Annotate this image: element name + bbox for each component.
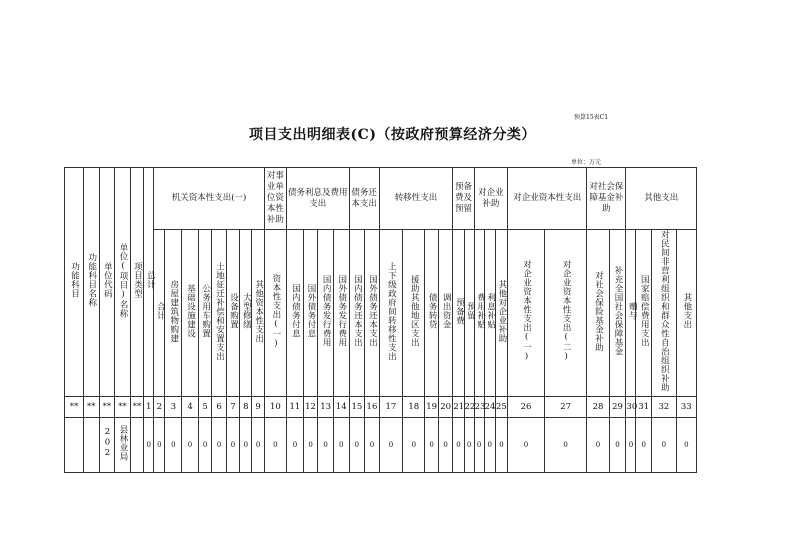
value-cell: 0 <box>636 418 652 473</box>
header-group-transfer: 转移性支出 <box>379 168 453 230</box>
header-col: 公务用车购置 <box>198 230 211 397</box>
index-cell: 26 <box>508 397 545 418</box>
header-col: 设备购置 <box>226 230 239 397</box>
header-group-capital-1: 机关资本性支出(一) <box>154 168 264 230</box>
budget-table <box>64 167 697 473</box>
value-cell: 0 <box>182 418 199 473</box>
header-unit-code: 单位代码 <box>99 168 115 397</box>
value-cell: 0 <box>154 418 165 473</box>
header-group-enterprise-subsidy: 对企业补助 <box>474 168 508 230</box>
header-col: 国内债务发行费用 <box>318 230 334 397</box>
header-col: 其他资本性支出 <box>252 230 264 397</box>
index-cell: 16 <box>365 397 380 418</box>
value-cell: 0 <box>495 418 507 473</box>
index-cell: ** <box>83 397 99 418</box>
index-cell: 24 <box>484 397 495 418</box>
index-cell: ** <box>99 397 115 418</box>
value-cell: 0 <box>226 418 239 473</box>
value-cell: 0 <box>240 418 252 473</box>
value-cell: 0 <box>212 418 227 473</box>
value-cell: 0 <box>676 418 696 473</box>
value-cell: 0 <box>652 418 677 473</box>
cell-project-type <box>130 418 143 473</box>
index-cell: 8 <box>240 397 252 418</box>
value-cell: 0 <box>484 418 495 473</box>
index-cell: ** <box>115 397 131 418</box>
unit-label: 单位：万元 <box>571 159 602 166</box>
index-cell: 9 <box>252 397 264 418</box>
header-group-enterprise-capital: 对企业资本性支出 <box>508 168 587 230</box>
index-cell: ** <box>65 397 84 418</box>
index-cell: 4 <box>182 397 199 418</box>
header-group-debt-interest: 债务利息及费用支出 <box>287 168 350 230</box>
value-cell: 0 <box>403 418 425 473</box>
value-cell: 0 <box>252 418 264 473</box>
index-cell: 11 <box>287 397 304 418</box>
header-col: 基础设施建设 <box>182 230 199 397</box>
value-cell: 0 <box>318 418 334 473</box>
header-col: 国外债务发行费用 <box>333 230 349 397</box>
header-group-other: 其他支出 <box>626 168 697 230</box>
header-col: 调出资金 <box>438 230 453 397</box>
header-col: 土地征迁补偿和安置支出 <box>212 230 227 397</box>
value-cell: 0 <box>438 418 453 473</box>
header-col: 房屋建筑物购建 <box>165 230 182 397</box>
header-col: 大型修缮 <box>240 230 252 397</box>
index-cell: 7 <box>226 397 239 418</box>
header-col: 其他对企业补助 <box>495 230 507 397</box>
value-cell: 0 <box>609 418 626 473</box>
header-group-institution-capital: 对事业单位资本性补助 <box>264 168 286 230</box>
header-col: 预备费 <box>453 230 464 397</box>
value-cell: 0 <box>303 418 318 473</box>
header-col: 资本性支出(一) <box>264 230 286 397</box>
value-cell: 0 <box>425 418 438 473</box>
value-cell: 0 <box>587 418 609 473</box>
index-cell: 31 <box>636 397 652 418</box>
header-col: 国家赔偿费用支出 <box>636 230 652 397</box>
index-cell: 18 <box>403 397 425 418</box>
value-cell: 0 <box>464 418 474 473</box>
value-cell: 0 <box>144 418 154 473</box>
table-row <box>65 418 697 473</box>
value-cell: 0 <box>264 418 286 473</box>
index-cell: 25 <box>495 397 507 418</box>
header-func-subject-name: 功能科目名称 <box>83 168 99 397</box>
header-col: 预留 <box>464 230 474 397</box>
header-col: 援助其他地区支出 <box>403 230 425 397</box>
form-code: 预算15表C1 <box>574 114 609 121</box>
index-cell: 10 <box>264 397 286 418</box>
header-col: 国内债务还本支出 <box>349 230 365 397</box>
header-col: 国内债务付息 <box>287 230 304 397</box>
header-col: 费用补贴 <box>474 230 484 397</box>
value-cell: 0 <box>198 418 211 473</box>
header-col: 利息补贴 <box>484 230 495 397</box>
cell-func-subject <box>65 418 84 473</box>
index-cell: 13 <box>318 397 334 418</box>
index-cell: 22 <box>464 397 474 418</box>
index-cell: 19 <box>425 397 438 418</box>
header-group-social-security: 对社会保障基金补助 <box>587 168 626 230</box>
index-cell: 17 <box>379 397 402 418</box>
header-col-heji: 合计 <box>154 230 165 397</box>
header-col: 补充全国社会保障基金 <box>609 230 626 397</box>
header-group-reserve: 预备费及预留 <box>453 168 474 230</box>
value-cell: 0 <box>626 418 636 473</box>
index-cell: 27 <box>544 397 586 418</box>
index-cell: 33 <box>676 397 696 418</box>
header-total: 总计 <box>144 168 154 397</box>
index-row <box>65 397 697 418</box>
header-group-debt-principal: 债务还本支出 <box>349 168 379 230</box>
value-cell: 0 <box>365 418 380 473</box>
index-cell: 3 <box>165 397 182 418</box>
index-cell: 14 <box>333 397 349 418</box>
index-cell: 15 <box>349 397 365 418</box>
header-func-subject: 功能科目 <box>65 168 84 397</box>
index-cell: 30 <box>626 397 636 418</box>
header-col: 国外债务付息 <box>303 230 318 397</box>
value-cell: 0 <box>165 418 182 473</box>
index-cell: ** <box>130 397 143 418</box>
header-col: 对企业资本性支出(二) <box>544 230 586 397</box>
value-cell: 0 <box>544 418 586 473</box>
index-cell: 5 <box>198 397 211 418</box>
cell-func-subject-name <box>83 418 99 473</box>
header-col: 对社会保险基金补助 <box>587 230 609 397</box>
header-col: 对企业资本性支出(一) <box>508 230 545 397</box>
cell-unit-code: 202 <box>99 418 115 473</box>
index-cell: 2 <box>154 397 165 418</box>
index-cell: 21 <box>453 397 464 418</box>
value-cell: 0 <box>333 418 349 473</box>
value-cell: 0 <box>453 418 464 473</box>
value-cell: 0 <box>379 418 402 473</box>
index-cell: 12 <box>303 397 318 418</box>
value-cell: 0 <box>287 418 304 473</box>
index-cell: 29 <box>609 397 626 418</box>
index-cell: 6 <box>212 397 227 418</box>
value-cell: 0 <box>508 418 545 473</box>
index-cell: 23 <box>474 397 484 418</box>
value-cell: 0 <box>349 418 365 473</box>
header-col: 赠与 <box>626 230 636 397</box>
page-title: 项目支出明细表(C)（按政府预算经济分类） <box>249 127 536 143</box>
index-cell: 20 <box>438 397 453 418</box>
cell-unit-name: 县林业局 <box>115 418 131 473</box>
header-col: 国外债务还本支出 <box>365 230 380 397</box>
header-col: 上下级政府间转移性支出 <box>379 230 402 397</box>
header-col: 债务转贷 <box>425 230 438 397</box>
index-cell: 1 <box>144 397 154 418</box>
value-cell: 0 <box>474 418 484 473</box>
header-col: 对民间非营利组织和群众性自治组织补助 <box>652 230 677 397</box>
index-cell: 32 <box>652 397 677 418</box>
header-project-type: 项目类型 <box>130 168 143 397</box>
header-unit-name: 单位(项目)名称 <box>115 168 131 397</box>
index-cell: 28 <box>587 397 609 418</box>
header-col: 其他支出 <box>676 230 696 397</box>
